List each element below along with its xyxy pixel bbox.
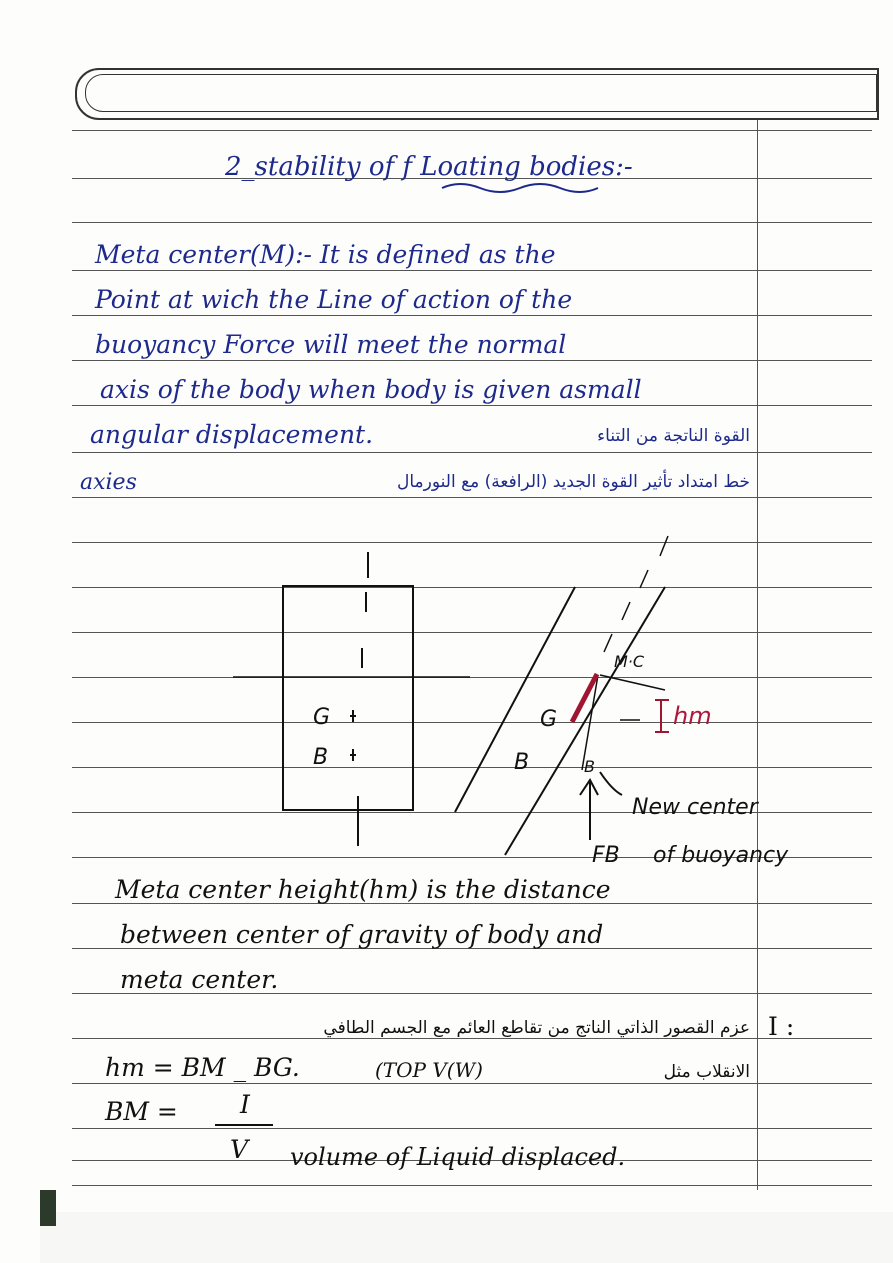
i-label: I : [768,1012,795,1041]
definition2-line-3: meta center. [120,965,279,994]
arabic-i-definition: عزم القصور الذاتي الناتج من تقاطع العائم مع الجسم الطافي [323,1018,750,1038]
bm-equation: BM = [105,1097,178,1126]
right-g-label: G [540,707,558,732]
fb-label: FB [592,843,620,868]
page-title: 2_stability of f Loating bodies:- [225,152,633,182]
hm-note: (TOP V(W) [375,1058,483,1082]
hm-bracket [655,700,669,732]
left-b-label: B [313,745,329,770]
bm-denominator: V [230,1135,249,1164]
definition-line-3: buoyancy Force will meet the normal [95,330,567,359]
of-buoyancy-label: of buoyancy [653,843,789,868]
arabic-note-1: القوة الناتجة من التناء [597,426,750,446]
axies-word: axies [80,470,137,495]
right-b-label: B [514,750,530,775]
left-g-label: G [313,705,331,730]
definition-line-5: angular displacement. [90,420,374,449]
meta-center-height-line [572,674,597,722]
new-center-label: New center [632,795,758,820]
page-bottom-margin [40,1212,893,1263]
arabic-note-2: خط امتداد تأثير القوة الجديد (الرافعة) مع النورمال [397,472,750,492]
hm-label: hm [673,702,712,730]
arabic-i-definition-2: الانقلاب مثل [663,1062,750,1082]
definition2-line-2: between center of gravity of body and [120,920,604,949]
bm-denominator-text: volume of Liquid displaced. [290,1143,626,1171]
definition-line-2: Point at wich the Line of action of the [95,285,573,314]
definition-line-1: Meta center(M):- It is defined as the [95,240,556,269]
bm-numerator: I [240,1090,250,1119]
definition-line-4: axis of the body when body is given asmall [100,375,642,404]
right-b1-label: B [584,757,595,776]
fraction-bar [215,1122,275,1128]
meta-center-label: M·C [614,652,645,671]
upright-body [233,552,470,846]
binder-edge [40,1190,56,1226]
definition2-line-1: Meta center height(hm) is the distance [115,875,611,904]
hm-equation: hm = BM _ BG. [105,1053,300,1082]
